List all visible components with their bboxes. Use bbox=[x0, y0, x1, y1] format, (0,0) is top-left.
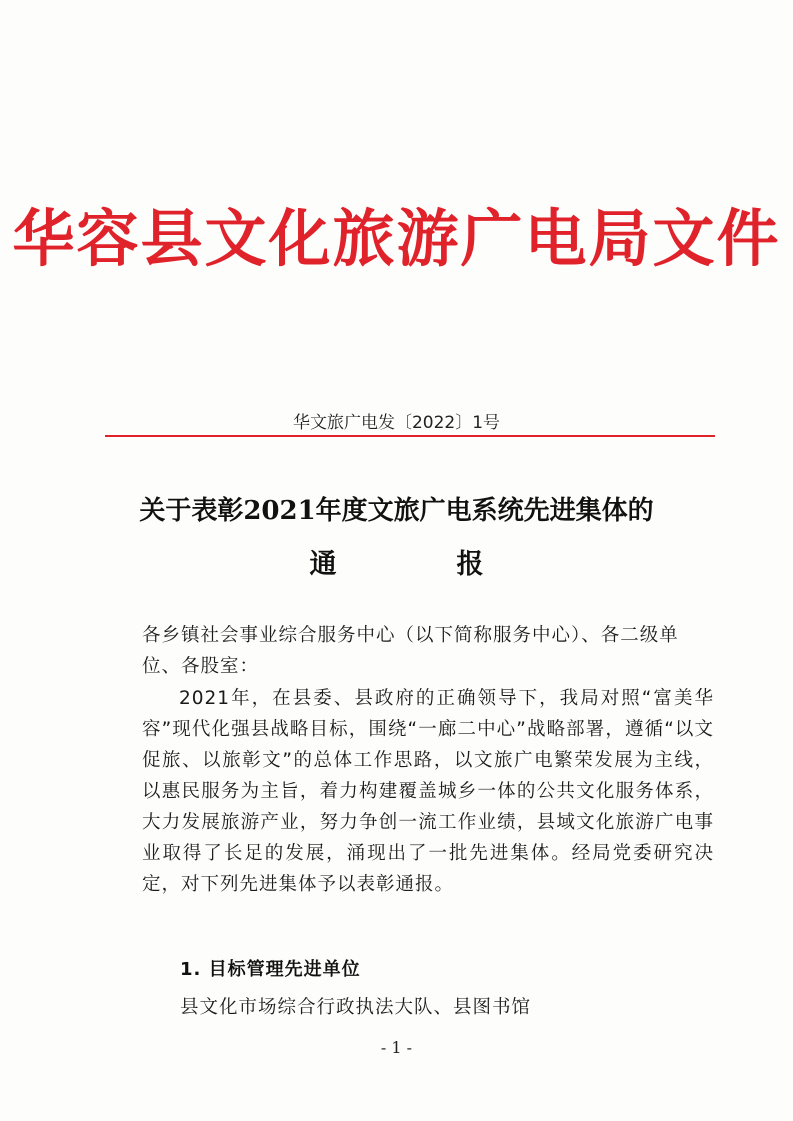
document-title-line-1: 关于表彰2021年度文旅广电系统先进集体的 bbox=[139, 496, 654, 526]
document-number: 华文旅广电发〔2022〕1号 bbox=[292, 413, 501, 433]
title-char-1: 通 bbox=[309, 549, 337, 580]
salutation: 各乡镇社会事业综合服务中心（以下简称服务中心）、各二级单位、各股室： bbox=[142, 625, 679, 677]
section-heading-1: 1. 目标管理先进单位 bbox=[180, 959, 361, 980]
document-masthead: 华容县文化旅游广电局文件 bbox=[12, 202, 781, 275]
document-title-line-2 bbox=[0, 542, 793, 581]
body-paragraph: 2021年，在县委、县政府的正确领导下，我局对照“富美华容”现代化强县战略目标，围绕“一廊二中心”战略部署，遵循“以文促旅、以旅彰文”的总体工作思路，以文旅广电繁荣发展为主线，以惠民服务为主旨，着力构建覆盖城乡一体的公共文化服务体系，大力发展旅游产业，努力争创一流工作业绩，县域文化旅游广电事业取得了长足的发展，涌现出了一批先进集体。经局党委研究决定，对下列先进集体予以表彰通报。 bbox=[142, 688, 714, 895]
section-content-1: 县文化市场综合行政执法大队、县图书馆 bbox=[180, 997, 532, 1018]
red-divider-line bbox=[105, 435, 715, 437]
title-char-2: 报 bbox=[456, 549, 484, 580]
page-number: - 1 - bbox=[380, 1038, 413, 1057]
